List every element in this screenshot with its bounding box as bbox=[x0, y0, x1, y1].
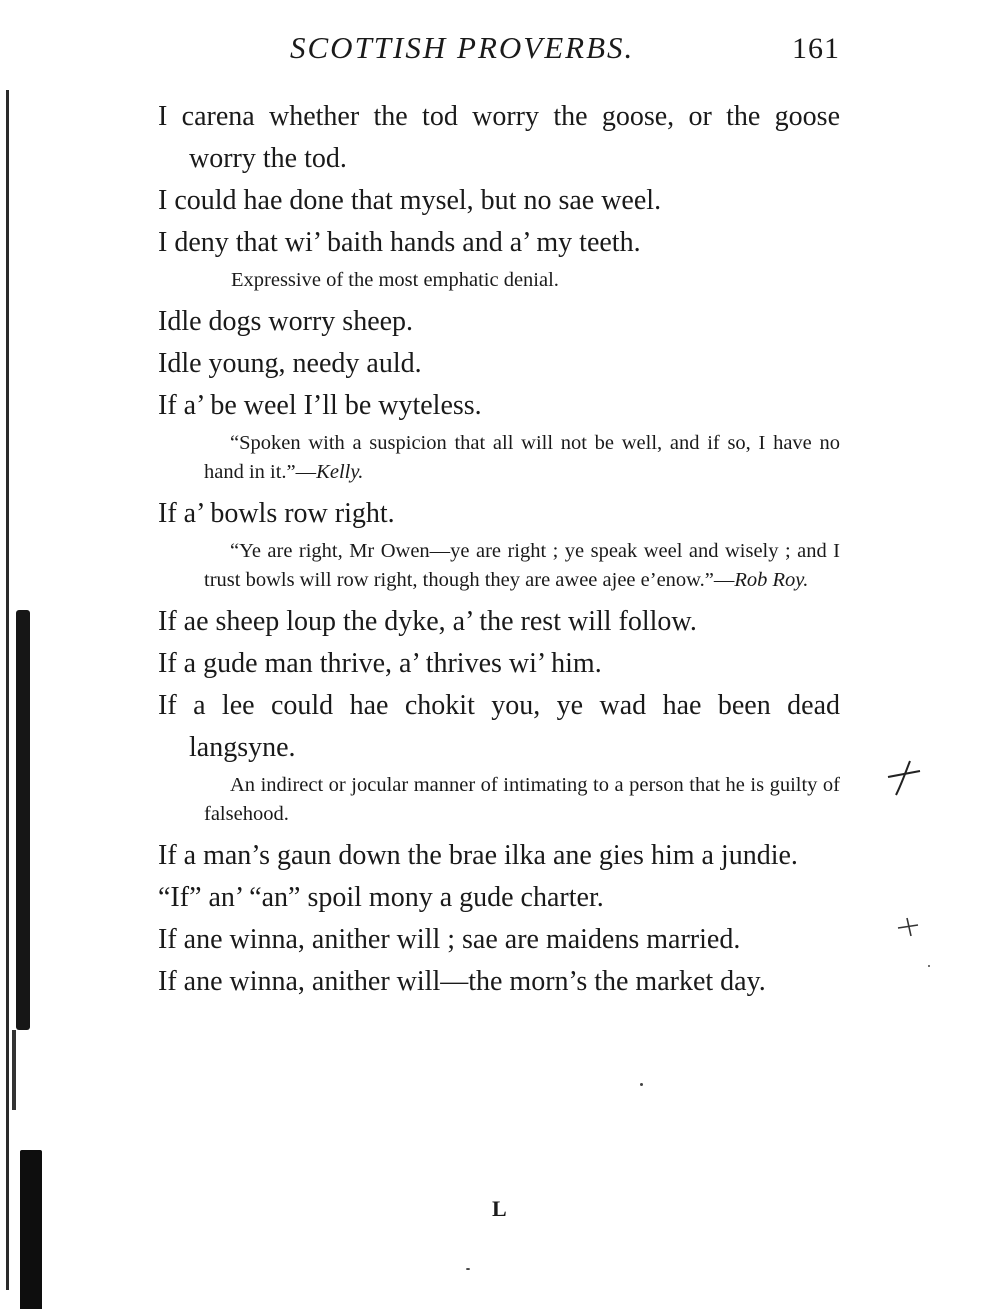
binding-shadow bbox=[12, 1030, 16, 1110]
list-item bbox=[158, 643, 840, 685]
note-source: Rob Roy. bbox=[734, 569, 809, 591]
proverb-note: An indirect or jocular manner of intimating to a person that he is guilty of falsehood. bbox=[204, 774, 840, 825]
list-item bbox=[158, 835, 840, 877]
list-item bbox=[158, 96, 840, 180]
list-item bbox=[158, 601, 840, 643]
binding-shadow bbox=[6, 90, 9, 1290]
signature-letter: L bbox=[492, 1196, 507, 1221]
list-item bbox=[158, 180, 840, 222]
proverb-list bbox=[158, 96, 840, 1003]
proverb-text: Idle young, needy auld. bbox=[158, 348, 422, 379]
paper-speck bbox=[640, 1083, 643, 1086]
note-text: “Spoken with a suspicion that all will not be well, and if so, I have no hand in it.”— bbox=[204, 432, 840, 483]
proverb-text: If ane winna, anither will—the morn’s the market day. bbox=[158, 966, 766, 997]
list-item bbox=[158, 343, 840, 385]
list-item bbox=[158, 685, 840, 829]
proverb-text: Idle dogs worry sheep. bbox=[158, 306, 414, 337]
binding-shadow bbox=[20, 1150, 42, 1309]
list-item bbox=[158, 301, 840, 343]
proverb-text: I deny that wi’ baith hands and a’ my teeth. bbox=[158, 227, 641, 258]
proverb-text: If ae sheep loup the dyke, a’ the rest will follow. bbox=[158, 606, 697, 637]
proverb-text: I could hae done that mysel, but no sae weel. bbox=[158, 185, 662, 216]
page-number: 161 bbox=[792, 32, 840, 65]
list-item bbox=[158, 877, 840, 919]
proverb-text: “If” an’ “an” spoil mony a gude charter. bbox=[158, 882, 604, 913]
proverb-note bbox=[158, 537, 840, 595]
note-source: Kelly. bbox=[316, 461, 364, 483]
list-item bbox=[158, 493, 840, 595]
pencil-tick-mark-icon bbox=[884, 755, 924, 799]
proverb-note bbox=[158, 429, 840, 487]
proverb-text: If a’ bowls row right. bbox=[158, 498, 395, 529]
note-text: “Ye are right, Mr Owen—ye are right ; ye speak weel and wisely ; and I trust bowls will row right, though they are awee ajee e’enow.”— bbox=[204, 540, 840, 591]
paper-speck bbox=[928, 965, 930, 967]
proverb-text: If a man’s gaun down the brae ilka ane gies him a jundie. bbox=[158, 840, 798, 871]
proverb-text: If ane winna, anither will ; sae are maidens married. bbox=[158, 924, 741, 955]
proverb-note: Expressive of the most emphatic denial. bbox=[231, 269, 559, 291]
list-item bbox=[158, 919, 840, 961]
list-item bbox=[158, 961, 840, 1003]
paper-speck bbox=[466, 1268, 470, 1270]
proverb-text: If a gude man thrive, a’ thrives wi’ him. bbox=[158, 648, 602, 679]
list-item bbox=[158, 222, 840, 295]
proverb-text: I carena whether the tod worry the goose, or the goose worry the tod. bbox=[158, 101, 840, 174]
binding-shadow bbox=[16, 610, 30, 1030]
page-header bbox=[290, 30, 840, 70]
list-item bbox=[158, 385, 840, 487]
pencil-cross-mark-icon bbox=[894, 912, 922, 940]
running-head: SCOTTISH PROVERBS. bbox=[290, 30, 635, 65]
proverb-text: If a lee could hae chokit you, ye wad hae been dead langsyne. bbox=[158, 690, 840, 763]
proverb-text: If a’ be weel I’ll be wyteless. bbox=[158, 390, 482, 421]
